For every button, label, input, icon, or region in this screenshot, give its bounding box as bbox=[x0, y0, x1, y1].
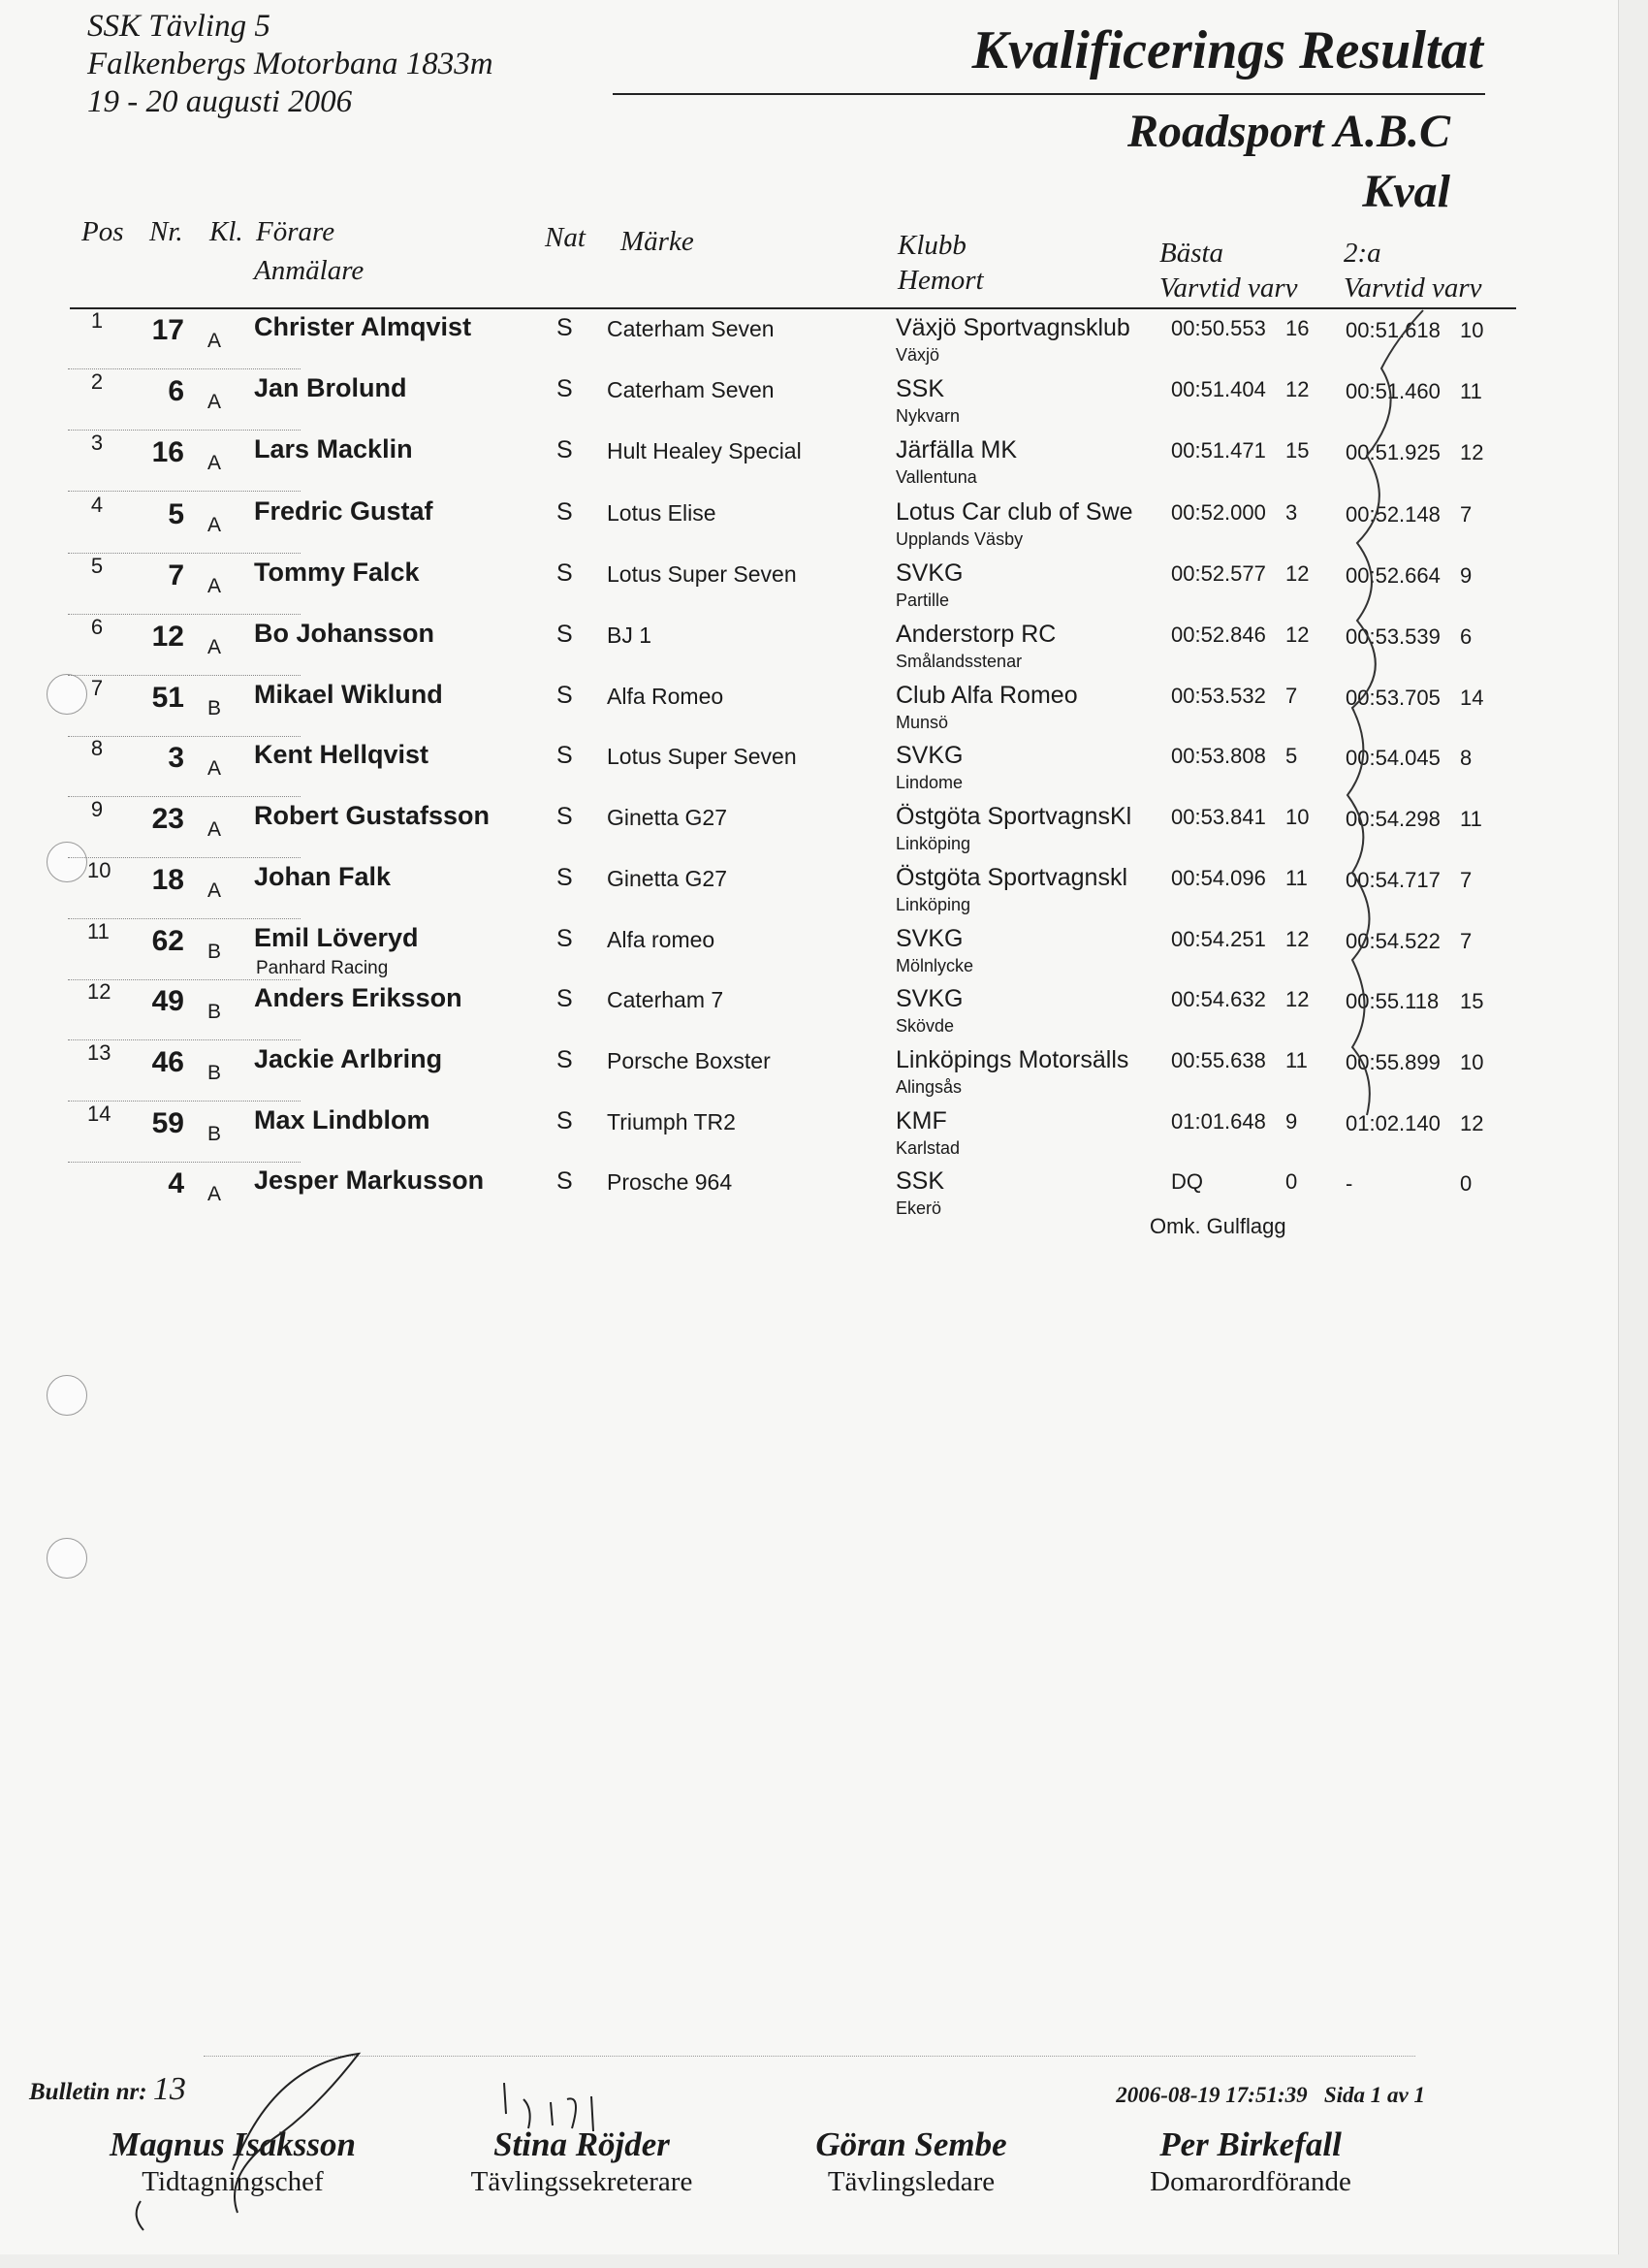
header-driver: Förare bbox=[256, 216, 335, 247]
driver-name: Kent Hellqvist bbox=[254, 740, 429, 769]
event-dates: 19 - 20 augusti 2006 bbox=[87, 84, 353, 119]
signature-block bbox=[78, 2125, 388, 2199]
second-lap-number: 9 bbox=[1460, 563, 1473, 588]
club-name: SVKG bbox=[896, 559, 964, 587]
class: A bbox=[207, 575, 222, 597]
car-number: 59 bbox=[151, 1107, 184, 1139]
car-number: 4 bbox=[168, 1167, 184, 1199]
header-brand: Märke bbox=[620, 226, 694, 257]
best-laptime: 00:55.638 bbox=[1171, 1048, 1266, 1072]
club-name: Anderstorp RC bbox=[896, 621, 1057, 648]
best-laptime: 00:51.471 bbox=[1171, 438, 1266, 463]
second-lap-number: 10 bbox=[1460, 1050, 1484, 1074]
header-pos: Pos bbox=[81, 216, 124, 247]
second-laptime: 00:52.664 bbox=[1346, 563, 1441, 588]
row-pos: 5 bbox=[90, 554, 104, 578]
hometown: Smålandsstenar bbox=[896, 652, 1023, 671]
second-lap-number: 10 bbox=[1460, 318, 1484, 342]
second-lap-number: 6 bbox=[1460, 624, 1473, 649]
nationality: S bbox=[556, 375, 573, 402]
driver-name: Jan Brolund bbox=[254, 373, 407, 402]
table-row bbox=[0, 308, 1648, 370]
car-number: 51 bbox=[151, 682, 184, 714]
second-lap-number: 11 bbox=[1460, 379, 1482, 403]
best-laptime: 00:54.096 bbox=[1171, 866, 1266, 890]
best-lap-number: 7 bbox=[1285, 684, 1298, 708]
header-best: Bästa bbox=[1159, 238, 1224, 269]
signature-name: Magnus Isaksson bbox=[110, 2125, 356, 2163]
second-laptime: 00:54.045 bbox=[1346, 746, 1441, 770]
row-pos: 4 bbox=[90, 493, 104, 517]
best-lap-number: 5 bbox=[1285, 744, 1298, 768]
row-pos: 9 bbox=[90, 797, 104, 821]
car-number: 12 bbox=[151, 621, 184, 653]
car-number: 7 bbox=[168, 559, 184, 591]
best-laptime: 00:51.404 bbox=[1171, 377, 1266, 401]
club-name: SVKG bbox=[896, 742, 964, 769]
best-laptime: 01:01.648 bbox=[1171, 1109, 1266, 1134]
bulletin-number: 13 bbox=[152, 2071, 186, 2107]
signature-block bbox=[427, 2125, 737, 2199]
driver-name: Jackie Arlbring bbox=[254, 1044, 443, 1073]
class: B bbox=[207, 1062, 222, 1084]
table-row bbox=[0, 554, 1648, 616]
signature-role: Tidtagningschef bbox=[142, 2166, 324, 2197]
signature-name: Göran Sembe bbox=[815, 2125, 1007, 2163]
driver-name: Fredric Gustaf bbox=[254, 496, 433, 526]
table-row bbox=[0, 919, 1648, 981]
best-laptime: 00:53.532 bbox=[1171, 684, 1266, 708]
second-laptime: 00:53.705 bbox=[1346, 686, 1441, 710]
car-brand: Lotus Super Seven bbox=[607, 744, 797, 769]
event-venue: Falkenbergs Motorbana 1833m bbox=[87, 47, 493, 81]
best-lap-number: 3 bbox=[1285, 500, 1298, 525]
car-brand: Ginetta G27 bbox=[607, 866, 728, 891]
club-name: SSK bbox=[896, 375, 945, 402]
club-name: Club Alfa Romeo bbox=[896, 682, 1078, 709]
best-lap-number: 12 bbox=[1285, 623, 1310, 647]
class: A bbox=[207, 391, 222, 413]
nationality: S bbox=[556, 985, 573, 1012]
punch-hole bbox=[47, 1538, 87, 1579]
hometown: Växjö bbox=[896, 345, 940, 365]
second-laptime: 00:54.522 bbox=[1346, 929, 1441, 953]
nationality: S bbox=[556, 803, 573, 830]
car-number: 16 bbox=[151, 436, 184, 468]
second-lap-number: 14 bbox=[1460, 686, 1484, 710]
signature-block bbox=[1095, 2125, 1406, 2199]
second-lap-number: 11 bbox=[1460, 807, 1482, 831]
car-number: 46 bbox=[151, 1046, 184, 1078]
nationality: S bbox=[556, 682, 573, 709]
entrant-name: Panhard Racing bbox=[256, 958, 389, 978]
driver-name: Johan Falk bbox=[254, 862, 392, 891]
nationality: S bbox=[556, 742, 573, 769]
nationality: S bbox=[556, 925, 573, 952]
car-brand: Caterham Seven bbox=[607, 316, 775, 341]
car-brand: Alfa Romeo bbox=[607, 684, 724, 709]
best-laptime: 00:54.251 bbox=[1171, 927, 1266, 951]
second-lap-number: 7 bbox=[1460, 868, 1473, 892]
document-title: Kvalificerings Resultat bbox=[971, 20, 1483, 80]
best-lap-number: 12 bbox=[1285, 987, 1310, 1011]
table-row bbox=[0, 1040, 1648, 1102]
signature-scribble bbox=[137, 2201, 143, 2230]
best-laptime: 00:54.632 bbox=[1171, 987, 1266, 1011]
table-row bbox=[0, 676, 1648, 738]
car-brand: Ginetta G27 bbox=[607, 805, 728, 830]
footer-rule bbox=[204, 2056, 1415, 2057]
driver-name: Lars Macklin bbox=[254, 434, 413, 463]
table-row bbox=[0, 1102, 1648, 1164]
best-lap-number: 11 bbox=[1285, 866, 1308, 890]
car-brand: Triumph TR2 bbox=[607, 1109, 736, 1134]
class: B bbox=[207, 1001, 222, 1023]
club-name: Växjö Sportvagnsklub bbox=[896, 314, 1130, 341]
best-lap-number: 10 bbox=[1285, 805, 1310, 829]
row-pos: 10 bbox=[87, 858, 111, 882]
nationality: S bbox=[556, 1107, 573, 1134]
class: B bbox=[207, 1123, 222, 1145]
nationality: S bbox=[556, 314, 573, 341]
second-lap-number: 12 bbox=[1460, 1111, 1484, 1135]
punch-hole bbox=[47, 1375, 87, 1416]
best-lap-number: 12 bbox=[1285, 377, 1310, 401]
class: A bbox=[207, 757, 222, 780]
table-row bbox=[0, 1162, 1648, 1238]
nationality: S bbox=[556, 559, 573, 587]
class: A bbox=[207, 636, 222, 658]
hometown: Ekerö bbox=[896, 1198, 942, 1218]
car-brand: BJ 1 bbox=[607, 623, 652, 648]
class: B bbox=[207, 941, 222, 963]
nationality: S bbox=[556, 436, 573, 463]
signature-scribble bbox=[504, 2083, 593, 2131]
header-nat: Nat bbox=[545, 222, 586, 253]
car-brand: Alfa romeo bbox=[607, 927, 715, 952]
hometown: Nykvarn bbox=[896, 406, 961, 426]
car-brand: Porsche Boxster bbox=[607, 1048, 771, 1073]
second-lap-number: 12 bbox=[1460, 440, 1484, 464]
best-laptime: 00:52.000 bbox=[1171, 500, 1266, 525]
hometown: Karlstad bbox=[896, 1138, 961, 1158]
second-lap-number: 8 bbox=[1460, 746, 1473, 770]
table-row bbox=[0, 369, 1648, 431]
club-name: SSK bbox=[896, 1167, 945, 1195]
bulletin-label: Bulletin nr: bbox=[29, 2079, 147, 2105]
table-row bbox=[0, 797, 1648, 859]
second-laptime: - bbox=[1346, 1171, 1353, 1196]
class: A bbox=[207, 1183, 222, 1205]
header-second-sub: Varvtid varv bbox=[1344, 272, 1482, 303]
header-club: Klubb bbox=[898, 230, 967, 261]
row-pos: 14 bbox=[87, 1102, 111, 1126]
best-lap-number: 16 bbox=[1285, 316, 1310, 340]
driver-name: Emil Löveryd bbox=[254, 923, 419, 952]
hometown: Linköping bbox=[896, 834, 971, 853]
signature-name: Per Birkefall bbox=[1159, 2125, 1342, 2163]
best-laptime: 00:50.553 bbox=[1171, 316, 1266, 340]
car-brand: Caterham Seven bbox=[607, 377, 775, 402]
print-timestamp: 2006-08-19 17:51:39 bbox=[1116, 2083, 1308, 2107]
row-pos: 1 bbox=[90, 308, 104, 333]
car-number: 6 bbox=[168, 375, 184, 407]
best-laptime: DQ bbox=[1171, 1169, 1203, 1194]
second-laptime: 00:55.899 bbox=[1346, 1050, 1441, 1074]
second-lap-number: 7 bbox=[1460, 929, 1473, 953]
nationality: S bbox=[556, 1167, 573, 1195]
header-hometown: Hemort bbox=[898, 265, 984, 296]
hometown: Mölnlycke bbox=[896, 956, 974, 975]
table-row bbox=[0, 979, 1648, 1041]
car-brand: Caterham 7 bbox=[607, 987, 724, 1012]
car-number: 23 bbox=[151, 803, 184, 835]
club-name: Järfälla MK bbox=[896, 436, 1018, 463]
class: A bbox=[207, 452, 222, 474]
best-laptime: 00:52.846 bbox=[1171, 623, 1266, 647]
nationality: S bbox=[556, 864, 573, 891]
scan-bottom-edge bbox=[0, 2254, 1648, 2268]
best-lap-number: 12 bbox=[1285, 561, 1310, 586]
class: A bbox=[207, 330, 222, 352]
second-lap-number: 0 bbox=[1460, 1171, 1473, 1196]
table-row bbox=[0, 858, 1648, 920]
driver-name: Max Lindblom bbox=[254, 1105, 430, 1134]
header-second: 2:a bbox=[1344, 238, 1381, 269]
class: A bbox=[207, 514, 222, 536]
car-number: 5 bbox=[168, 498, 184, 530]
class: A bbox=[207, 879, 222, 902]
row-pos: 3 bbox=[90, 431, 104, 455]
header-best-sub: Varvtid varv bbox=[1159, 272, 1298, 303]
hometown: Lindome bbox=[896, 773, 964, 792]
best-laptime: 00:52.577 bbox=[1171, 561, 1266, 586]
club-name: Linköpings Motorsälls bbox=[896, 1046, 1129, 1073]
hometown: Linköping bbox=[896, 895, 971, 914]
second-laptime: 00:54.717 bbox=[1346, 868, 1441, 892]
table-row bbox=[0, 615, 1648, 677]
hometown: Skövde bbox=[896, 1016, 955, 1036]
row-separator bbox=[68, 491, 301, 492]
club-name: Lotus Car club of Swe bbox=[896, 498, 1133, 526]
header-nr: Nr. bbox=[149, 216, 183, 247]
table-row bbox=[0, 493, 1648, 555]
club-name: Östgöta Sportvagnskl bbox=[896, 864, 1128, 891]
page-number: Sida 1 av 1 bbox=[1323, 2083, 1425, 2107]
best-lap-number: 0 bbox=[1285, 1169, 1298, 1194]
nationality: S bbox=[556, 621, 573, 648]
car-number: 17 bbox=[151, 314, 184, 346]
driver-name: Christer Almqvist bbox=[254, 312, 472, 341]
nationality: S bbox=[556, 498, 573, 526]
car-brand: Lotus Super Seven bbox=[607, 561, 797, 587]
car-number: 3 bbox=[168, 742, 184, 774]
club-name: SVKG bbox=[896, 985, 964, 1012]
class-title: Roadsport A.B.C bbox=[1127, 106, 1450, 157]
table-row bbox=[0, 736, 1648, 798]
row-pos: 7 bbox=[90, 676, 104, 700]
class: A bbox=[207, 818, 222, 841]
best-lap-number: 11 bbox=[1285, 1048, 1308, 1072]
row-pos: 6 bbox=[90, 615, 104, 639]
hometown: Munsö bbox=[896, 713, 949, 732]
row-pos: 2 bbox=[90, 369, 104, 394]
driver-name: Robert Gustafsson bbox=[254, 801, 491, 830]
second-laptime: 00:51.925 bbox=[1346, 440, 1441, 464]
row-pos: 13 bbox=[87, 1040, 111, 1065]
row-note: Omk. Gulflagg bbox=[1150, 1214, 1286, 1238]
club-name: SVKG bbox=[896, 925, 964, 952]
driver-name: Mikael Wiklund bbox=[254, 680, 443, 709]
signature-name: Stina Röjder bbox=[493, 2125, 670, 2163]
second-laptime: 00:53.539 bbox=[1346, 624, 1441, 649]
best-laptime: 00:53.841 bbox=[1171, 805, 1266, 829]
print-stamp bbox=[969, 2083, 1425, 2108]
second-lap-number: 7 bbox=[1460, 502, 1473, 527]
nationality: S bbox=[556, 1046, 573, 1073]
best-lap-number: 12 bbox=[1285, 927, 1310, 951]
best-laptime: 00:53.808 bbox=[1171, 744, 1266, 768]
title-underline bbox=[613, 93, 1485, 95]
second-laptime: 00:51.460 bbox=[1346, 379, 1441, 403]
signature-role: Tävlingsledare bbox=[827, 2166, 996, 2197]
hometown: Partille bbox=[896, 591, 950, 610]
second-laptime: 00:51.618 bbox=[1346, 318, 1441, 342]
car-brand: Hult Healey Special bbox=[607, 438, 802, 463]
driver-name: Bo Johansson bbox=[254, 619, 435, 648]
car-brand: Lotus Elise bbox=[607, 500, 716, 526]
club-name: KMF bbox=[896, 1107, 947, 1134]
hometown: Vallentuna bbox=[896, 467, 977, 487]
car-number: 49 bbox=[151, 985, 184, 1017]
hometown: Alingsås bbox=[896, 1077, 963, 1097]
row-pos: 8 bbox=[90, 736, 104, 760]
driver-name: Anders Eriksson bbox=[254, 983, 462, 1012]
car-brand: Prosche 964 bbox=[607, 1169, 733, 1195]
signature-role: Domarordförande bbox=[1150, 2166, 1351, 2197]
second-laptime: 00:55.118 bbox=[1346, 989, 1440, 1013]
hometown: Upplands Väsby bbox=[896, 529, 1024, 549]
event-name: SSK Tävling 5 bbox=[87, 9, 270, 44]
signature-block bbox=[756, 2125, 1066, 2199]
session-title: Kval bbox=[1362, 166, 1450, 217]
best-lap-number: 9 bbox=[1285, 1109, 1298, 1134]
header-kl: Kl. bbox=[209, 216, 243, 247]
best-lap-number: 15 bbox=[1285, 438, 1310, 463]
signature-role: Tävlingssekreterare bbox=[470, 2166, 693, 2197]
second-laptime: 01:02.140 bbox=[1346, 1111, 1441, 1135]
header-entrant: Anmälare bbox=[254, 255, 364, 286]
bulletin bbox=[29, 2071, 186, 2108]
class: B bbox=[207, 697, 222, 719]
club-name: Östgöta SportvagnsKl bbox=[896, 803, 1132, 830]
row-pos: 12 bbox=[87, 979, 111, 1004]
driver-name: Tommy Falck bbox=[254, 558, 420, 587]
second-laptime: 00:54.298 bbox=[1346, 807, 1441, 831]
second-lap-number: 15 bbox=[1460, 989, 1484, 1013]
car-number: 18 bbox=[151, 864, 184, 896]
table-row bbox=[0, 431, 1648, 493]
row-pos: 11 bbox=[87, 919, 110, 943]
car-number: 62 bbox=[151, 925, 184, 957]
driver-name: Jesper Markusson bbox=[254, 1166, 485, 1195]
second-laptime: 00:52.148 bbox=[1346, 502, 1441, 527]
